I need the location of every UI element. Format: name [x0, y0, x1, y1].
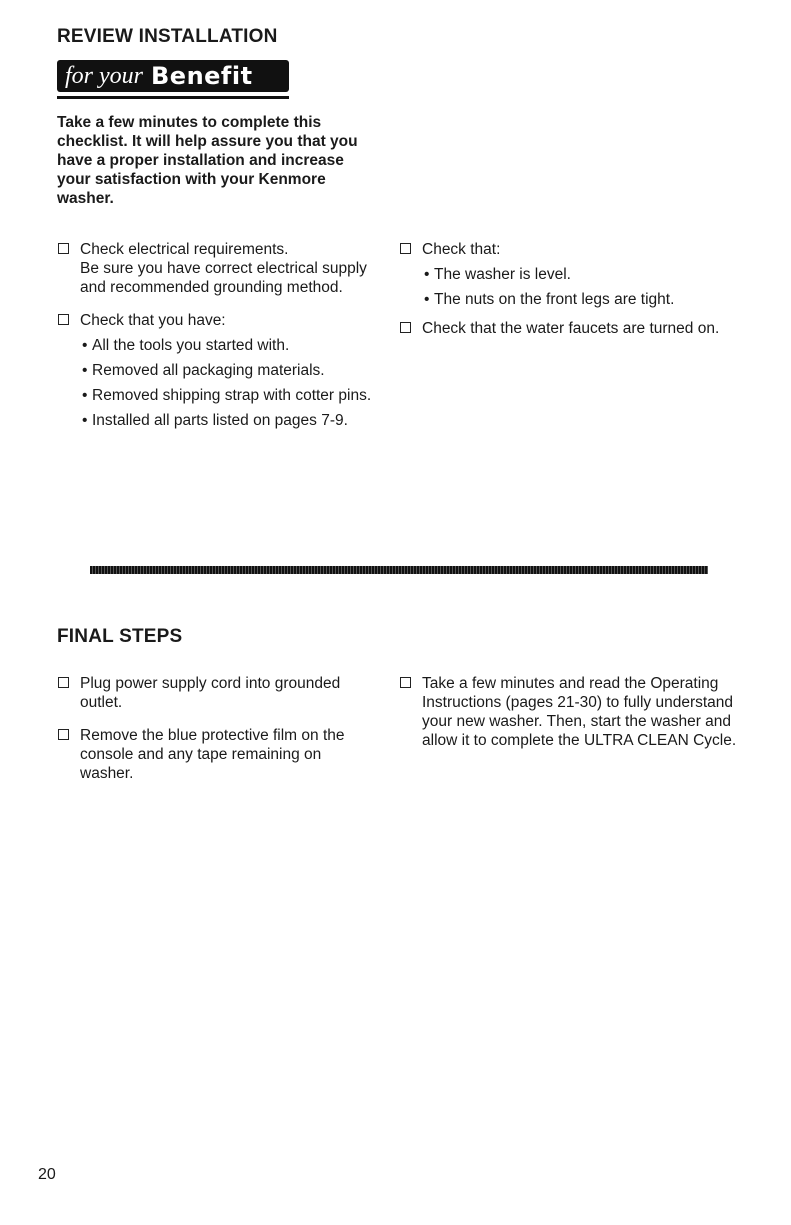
checklist-item-label: Check that:	[422, 241, 501, 258]
final-step-text: Take a few minutes and read the Operating Instructions (pages 21-30) to fully understand your new washer. Then, start the washer and allow it to complete the ULTRA CLEAN Cycle.	[422, 675, 737, 749]
banner-underline	[57, 96, 289, 99]
section-title-review-installation: REVIEW INSTALLATION	[57, 26, 278, 47]
for-your-benefit-banner	[57, 60, 289, 92]
bullet-item: • The washer is level.	[422, 265, 740, 284]
final-right-column	[400, 674, 740, 760]
checklist-item-label: Check that the water faucets are turned on.	[422, 320, 720, 337]
checklist-item-tools	[58, 311, 378, 430]
banner-for-your-text: for your	[65, 62, 143, 89]
checkbox-icon	[58, 729, 69, 740]
bullet-item: • Installed all parts listed on pages 7-9.	[80, 411, 378, 430]
bullet-item: • The nuts on the front legs are tight.	[422, 290, 740, 309]
final-step-item	[400, 674, 740, 750]
checkbox-icon	[58, 314, 69, 325]
bullet-item: • Removed all packaging materials.	[80, 361, 378, 380]
final-step-text: Plug power supply cord into grounded outlet.	[80, 675, 341, 711]
final-step-item	[58, 674, 368, 712]
section-title-final-steps: FINAL STEPS	[57, 626, 183, 647]
final-step-item	[58, 726, 368, 783]
checklist-item-level	[400, 240, 740, 309]
intro-paragraph: Take a few minutes to complete this checklist. It will help assure you that you have a proper installation and increase your satisfaction with your Kenmore washer.	[57, 114, 358, 207]
banner-benefit-text: Benefit	[151, 62, 253, 90]
final-step-text: Remove the blue protective film on the console and any tape remaining on washer.	[80, 727, 345, 782]
checklist-item-detail: Be sure you have correct electrical supply and recommended grounding method.	[80, 260, 367, 296]
checkbox-icon	[400, 322, 411, 333]
bullet-item: • Removed shipping strap with cotter pins.	[80, 386, 378, 405]
review-right-column	[400, 240, 740, 348]
bullet-list	[422, 265, 740, 309]
checkbox-icon	[400, 243, 411, 254]
bullet-item: • All the tools you started with.	[80, 336, 378, 355]
final-left-column	[58, 674, 368, 793]
checkbox-icon	[400, 677, 411, 688]
checkbox-icon	[58, 243, 69, 254]
bullet-list	[80, 336, 378, 430]
section-divider	[90, 566, 708, 574]
page-number: 20	[38, 1166, 56, 1183]
checklist-item-faucets	[400, 319, 722, 338]
checklist-item-label: Check electrical requirements.	[80, 241, 289, 258]
review-left-column	[58, 240, 378, 440]
checklist-item-label: Check that you have:	[80, 312, 226, 329]
checklist-item-electrical	[58, 240, 378, 297]
checkbox-icon	[58, 677, 69, 688]
